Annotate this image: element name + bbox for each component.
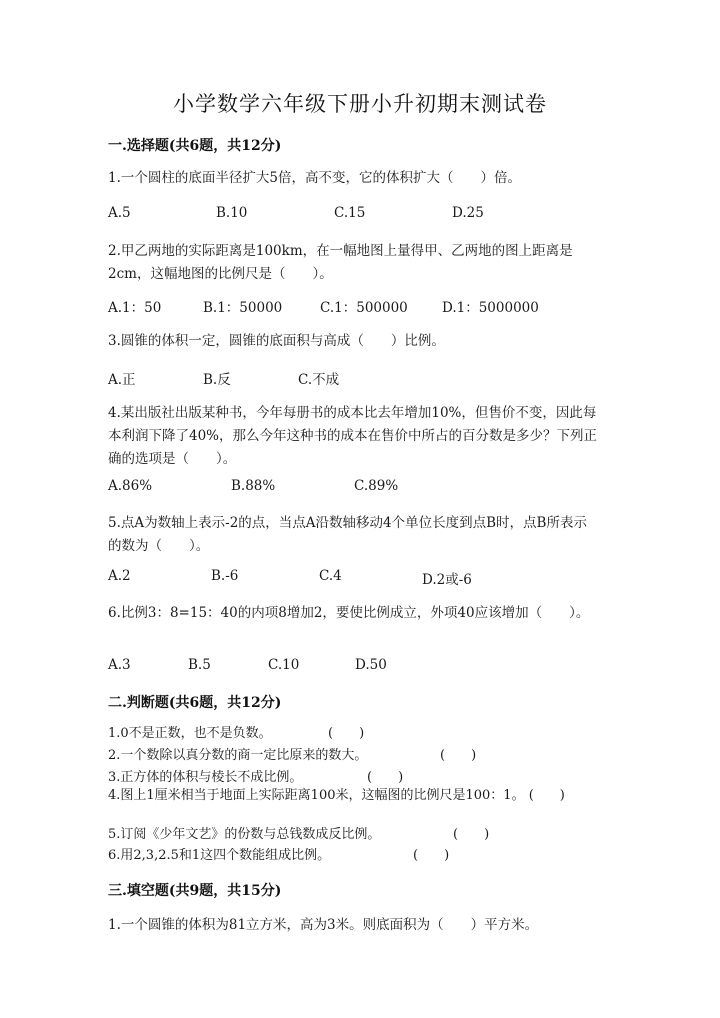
judge-item	[108, 825, 490, 845]
judge-text: 4.图上1厘米相当于地面上实际距离100米，这幅图的比例尺是100：1。	[108, 788, 525, 803]
question-text: 2.甲乙两地的实际距离是100km，在一幅地图上量得甲、乙两地的图上距离是2cm，这幅地图的比例尺是（ ）。	[108, 243, 573, 282]
judge-item	[108, 724, 365, 744]
option-c: C.1：500000	[320, 300, 408, 316]
answer-parentheses: ( )	[328, 726, 365, 741]
option-c: C.89%	[354, 478, 399, 494]
question-text: 5.点A为数轴上表示-2的点，当点A沿数轴移动4个单位长度到点B时，点B所表示的数为（ ）。	[108, 515, 587, 554]
section-heading-choice: 一.选择题(共6题，共12分)	[108, 138, 282, 154]
options-row	[108, 368, 628, 390]
option-b: B.反	[203, 372, 231, 388]
answer-parentheses: ( )	[367, 770, 404, 785]
option-a: A.正	[108, 372, 136, 388]
option-b: B.10	[216, 205, 248, 221]
judge-text: 2.一个数除以真分数的商一定比原来的数大。	[108, 748, 368, 763]
answer-parentheses: ( )	[453, 827, 490, 842]
judge-text: 5.订阅《少年文艺》的份数与总钱数成反比例。	[108, 827, 381, 842]
option-d: D.1：5000000	[442, 300, 539, 316]
option-b: B.1：50000	[203, 300, 283, 316]
option-b: B.88%	[231, 478, 276, 494]
options-row	[108, 568, 628, 590]
page-title: 小学数学六年级下册小升初期末测试卷	[173, 92, 547, 116]
option-b: B.-6	[211, 568, 239, 584]
option-a: A.2	[108, 568, 131, 584]
options-row	[108, 205, 628, 227]
judge-text: 6.用2,3,2.5和1这四个数能组成比例。	[108, 848, 331, 863]
answer-parentheses: ( )	[413, 848, 450, 863]
option-c: C.4	[319, 568, 342, 584]
judge-item	[108, 786, 588, 806]
question-text: 3.圆锥的体积一定，圆锥的底面积与高成（ ）比例。	[108, 333, 445, 349]
judge-item	[108, 846, 450, 866]
section-heading-text: 二.判断题(共6题，共12分)	[108, 695, 282, 711]
question-text: 4.某出版社出版某种书，今年每册书的成本比去年增加10%，但售价不变，因此每本利润下降了40%，那么今年这种书的成本在售价中所占的百分数是多少？下列正确的选项是（ ）。	[108, 405, 598, 467]
option-d: D.50	[355, 657, 387, 673]
options-row	[108, 657, 628, 679]
answer-parentheses: ( )	[440, 748, 477, 763]
options-row	[108, 296, 628, 318]
section-heading-fill: 三.填空题(共9题，共15分)	[108, 883, 282, 899]
judge-item	[108, 768, 404, 788]
option-d: D.2或-6	[422, 572, 472, 588]
section-heading-judge	[108, 692, 281, 712]
question-text: 1.一个圆锥的体积为81立方米，高为3米。则底面积为（ ）平方米。	[108, 917, 539, 933]
option-c: C.不成	[298, 372, 340, 388]
answer-parentheses: ( )	[528, 788, 565, 803]
options-row	[108, 478, 628, 500]
option-a: A.1：50	[108, 300, 162, 316]
option-a: A.3	[108, 657, 131, 673]
option-c: C.10	[268, 657, 300, 673]
option-a: A.86%	[108, 478, 153, 494]
question-text: 1.一个圆柱的底面半径扩大5倍，高不变，它的体积扩大（ ）倍。	[108, 170, 521, 186]
option-c: C.15	[334, 205, 366, 221]
option-a: A.5	[108, 205, 131, 221]
judge-text: 1.0不是正数，也不是负数。	[108, 726, 272, 741]
judge-text: 3.正方体的体积与棱长不成比例。	[108, 770, 303, 785]
option-d: D.25	[452, 205, 484, 221]
option-b: B.5	[188, 657, 211, 673]
judge-item	[108, 746, 477, 766]
question-text: 6.比例3：8=15：40的内项8增加2，要使比例成立，外项40应该增加（ ）。	[108, 605, 590, 621]
